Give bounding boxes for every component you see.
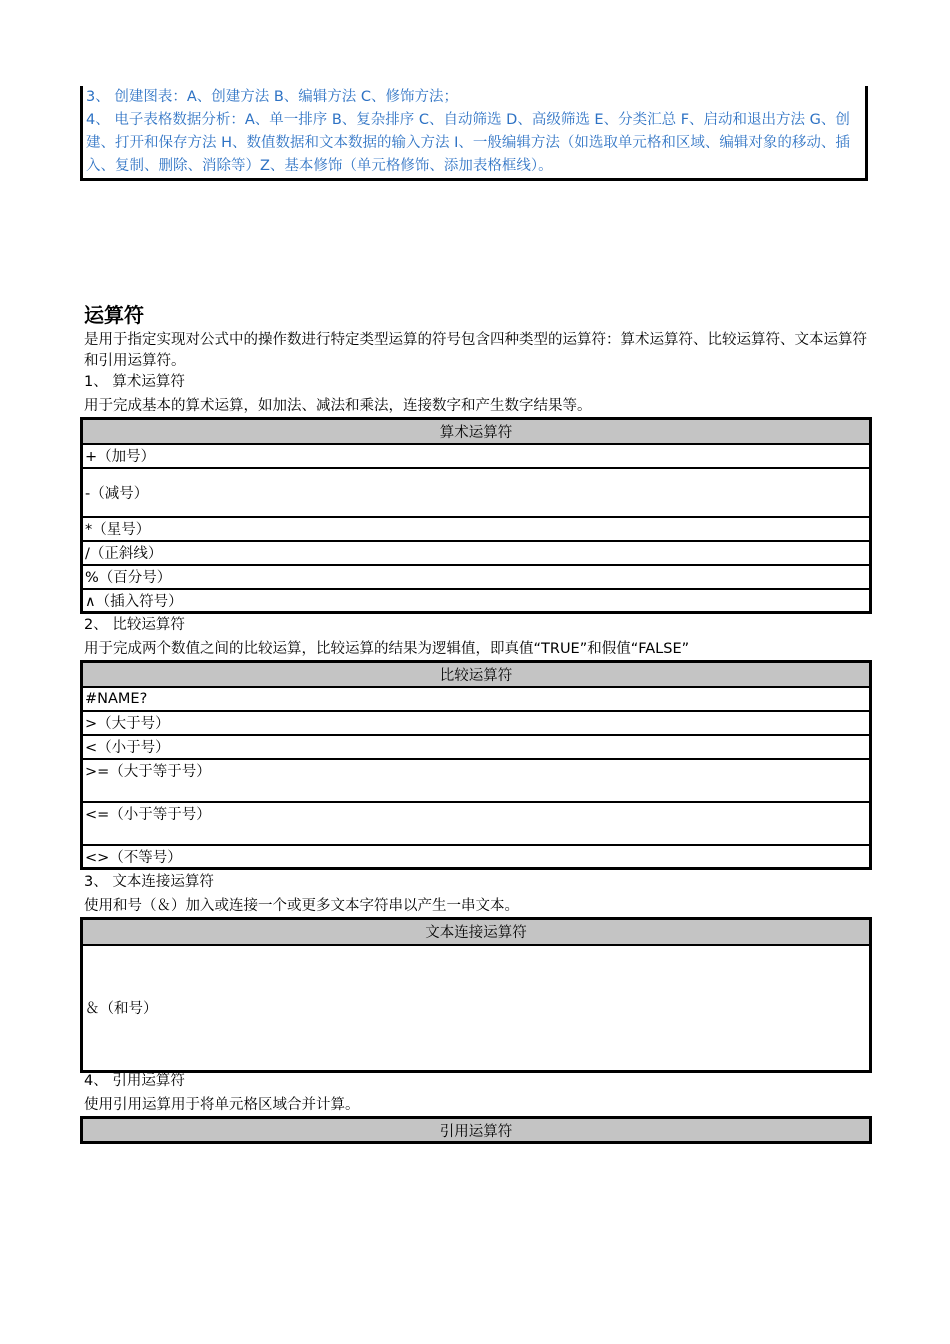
reference-label: 4、 引用运算符: [84, 1073, 185, 1089]
arithmetic-table: [80, 417, 872, 614]
section-intro: 是用于指定实现对公式中的操作数进行特定类型运算的符号包含四种类型的运算符：算术运算符、比较运算符、文本运算符和引用运算符。: [84, 332, 867, 369]
arithmetic-label: 1、 算术运算符: [84, 374, 185, 390]
comparison-desc: 用于完成两个数值之间的比较运算，比较运算的结果为逻辑值，即真值“TRUE”和假值“FALSE”: [84, 641, 690, 657]
arithmetic-row-minus: -（减号）: [82, 468, 871, 517]
text-concat-table-header: 文本连接运算符: [82, 919, 871, 945]
arithmetic-row-star: *（星号）: [82, 517, 871, 541]
comparison-row-greater-equal: >=（大于等于号）: [82, 759, 871, 802]
text-concat-row-ampersand: ＆（和号）: [82, 945, 871, 1072]
reference-table: [80, 1116, 872, 1144]
arithmetic-row-slash: /（正斜线）: [82, 541, 871, 565]
comparison-row-less-equal: <=（小于等于号）: [82, 802, 871, 845]
comparison-label: 2、 比较运算符: [84, 617, 185, 633]
arithmetic-row-plus: +（加号）: [82, 444, 871, 468]
top-line-charts: 3、 创建图表：A、创建方法 B、编辑方法 C、修饰方法；: [86, 89, 459, 105]
top-line-data-analysis: 4、 电子表格数据分析：A、单一排序 B、复杂排序 C、自动筛选 D、高级筛选 E、分类汇总 F、启动和退出方法 G、创建、打开和保存方法 H、数值数据和文本数据的输入方法 I、一般编辑方法（如选取单元格和区域、编辑对象的移动、插入、复制、删除、消除等）Z、基本修饰（单元格修饰、添加表格框线）。: [86, 112, 850, 174]
comparison-row-less: <（小于号）: [82, 735, 871, 759]
arithmetic-row-caret: ∧（插入符号）: [82, 589, 871, 613]
comparison-table: [80, 660, 872, 870]
comparison-row-name-error: #NAME?: [82, 687, 871, 711]
section-title: 运算符: [84, 303, 144, 327]
reference-table-header: 引用运算符: [82, 1118, 871, 1143]
top-content-box: [80, 86, 868, 181]
arithmetic-desc: 用于完成基本的算术运算，如加法、减法和乘法，连接数字和产生数字结果等。: [84, 398, 592, 414]
arithmetic-row-percent: %（百分号）: [82, 565, 871, 589]
text-concat-desc: 使用和号（＆）加入或连接一个或更多文本字符串以产生一串文本。: [84, 898, 519, 914]
text-concat-table: [80, 917, 872, 1073]
comparison-row-not-equal: <>（不等号）: [82, 845, 871, 869]
text-concat-label: 3、 文本连接运算符: [84, 874, 214, 890]
comparison-row-greater: >（大于号）: [82, 711, 871, 735]
comparison-table-header: 比较运算符: [82, 662, 871, 687]
arithmetic-table-header: 算术运算符: [82, 419, 871, 444]
reference-desc: 使用引用运算用于将单元格区域合并计算。: [84, 1097, 360, 1113]
